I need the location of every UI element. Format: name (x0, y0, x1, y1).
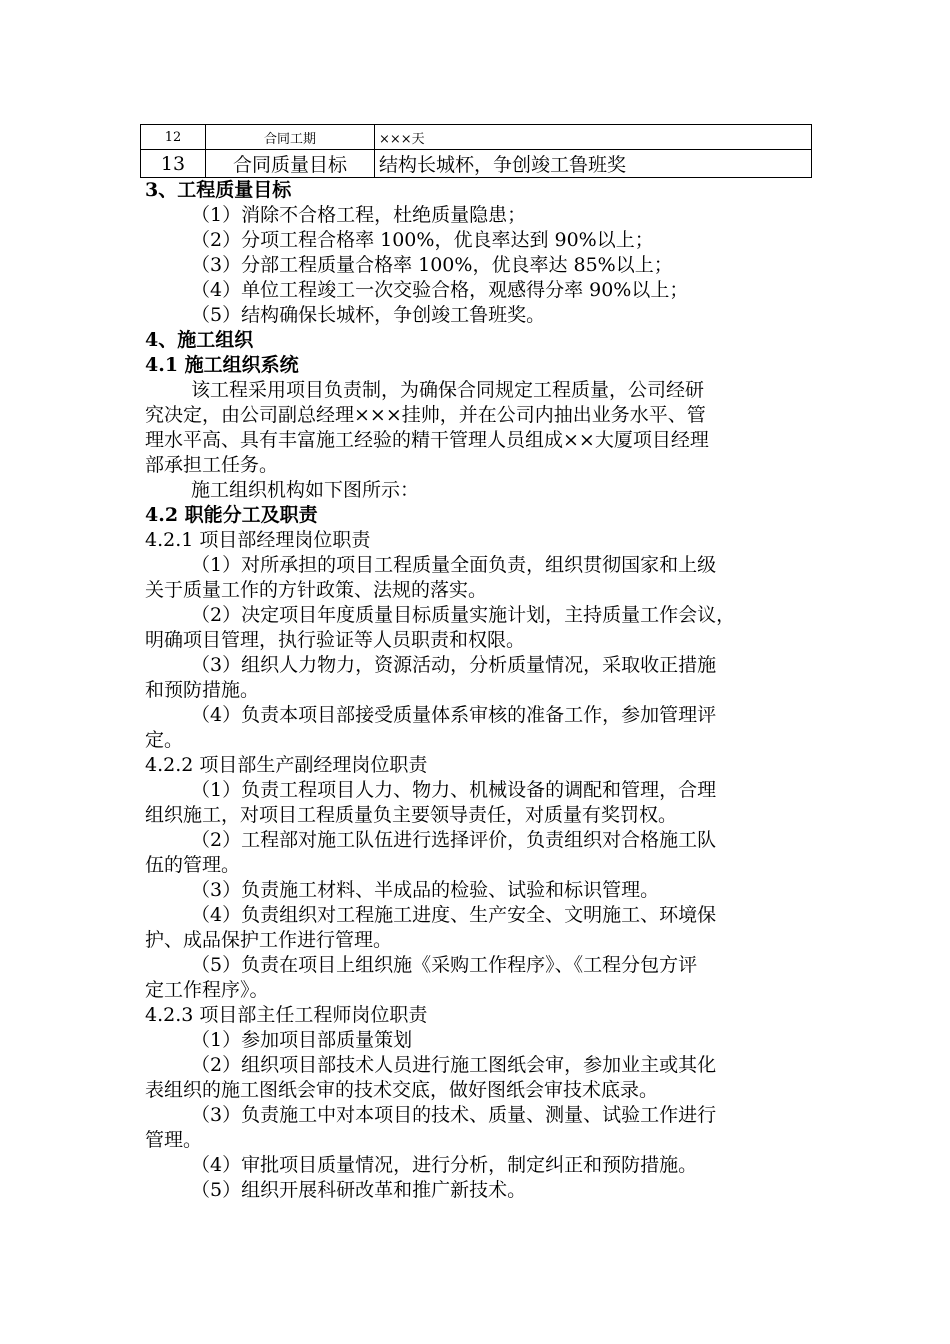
text-line: 表组织的施工图纸会审的技术交底，做好图纸会审技术底录。 (145, 1079, 659, 1101)
text-line: （1）参加项目部质量策划 (191, 1029, 413, 1051)
text-line: （2）分项工程合格率 100%，优良率达到 90%以上； (191, 229, 654, 251)
text-line: （1）对所承担的项目工程质量全面负责，组织贯彻国家和上级 (191, 554, 717, 576)
text-line: （1）负责工程项目人力、物力、机械设备的调配和管理，合理 (191, 779, 717, 801)
row-number: 13 (141, 150, 206, 178)
text-line: （5）负责在项目上组织施《采购工作程序》、《工程分包方评 (191, 954, 698, 976)
text-line: （3）负责施工材料、半成品的检验、试验和标识管理。 (191, 879, 660, 901)
text-line: 部承担工任务。 (145, 454, 279, 476)
text-line: 明确项目管理，执行验证等人员职责和权限。 (145, 629, 526, 651)
text-line: 护、成品保护工作进行管理。 (145, 929, 393, 951)
row-item: 合同质量目标 (206, 150, 375, 178)
text-line: 定。 (145, 729, 184, 751)
text-line: （2）工程部对施工队伍进行选择评价，负责组织对合格施工队 (191, 829, 717, 851)
text-line: （4）负责组织对工程施工进度、生产安全、文明施工、环境保 (191, 904, 717, 926)
document-page (145, 124, 817, 1203)
text-line: 管理。 (145, 1129, 203, 1151)
section-heading: 4、施工组织 (145, 329, 254, 351)
text-line: 4.2.1 项目部经理岗位职责 (145, 529, 371, 551)
section-heading: 4.2 职能分工及职责 (145, 504, 318, 526)
section-heading: 4.1 施工组织系统 (145, 354, 299, 376)
text-line: （3）分部工程质量合格率 100%，优良率达 85%以上； (191, 254, 673, 276)
text-line: 伍的管理。 (145, 854, 241, 876)
text-line: （2）决定项目年度质量目标质量实施计划，主持质量工作会议， (191, 604, 736, 626)
contract-info-table (140, 124, 812, 178)
text-line: （4）审批项目质量情况，进行分析，制定纠正和预防措施。 (191, 1154, 698, 1176)
text-line: （2）组织项目部技术人员进行施工图纸会审，参加业主或其化 (191, 1054, 717, 1076)
row-number: 12 (141, 125, 206, 150)
text-line: （1）消除不合格工程，杜绝质量隐患； (191, 204, 527, 226)
text-line: （3）负责施工中对本项目的技术、质量、测量、试验工作进行 (191, 1104, 717, 1126)
section-heading: 3、工程质量目标 (145, 179, 292, 201)
text-line: 理水平高、具有丰富施工经验的精干管理人员组成××大厦项目经理 (145, 429, 709, 451)
row-value: 结构长城杯，争创竣工鲁班奖 (375, 150, 812, 178)
text-line: 4.2.2 项目部生产副经理岗位职责 (145, 754, 428, 776)
table-row (141, 150, 812, 178)
text-line: 究决定，由公司副总经理×××挂帅，并在公司内抽出业务水平、管 (145, 404, 706, 426)
text-line: （4）单位工程竣工一次交验合格，观感得分率 90%以上； (191, 279, 689, 301)
table-row (141, 125, 812, 150)
row-item: 合同工期 (206, 125, 375, 150)
text-line: 该工程采用项目负责制，为确保合同规定工程质量，公司经研 (191, 379, 705, 401)
text-line: 4.2.3 项目部主任工程师岗位职责 (145, 1004, 428, 1026)
text-line: 组织施工，对项目工程质量负主要领导责任，对质量有奖罚权。 (145, 804, 678, 826)
text-line: 定工作程序》。 (145, 979, 269, 1001)
text-line: 施工组织机构如下图所示： (191, 479, 420, 501)
text-line: （4）负责本项目部接受质量体系审核的准备工作，参加管理评 (191, 704, 717, 726)
text-line: 关于质量工作的方针政策、法规的落实。 (145, 579, 488, 601)
text-line: （3）组织人力物力，资源活动，分析质量情况，采取收正措施 (191, 654, 717, 676)
text-line: （5）组织开展科研改革和推广新技术。 (191, 1179, 527, 1201)
body-text (145, 178, 817, 1203)
row-value: ×××天 (375, 125, 812, 150)
text-line: （5）结构确保长城杯，争创竣工鲁班奖。 (191, 304, 546, 326)
text-line: 和预防措施。 (145, 679, 260, 701)
